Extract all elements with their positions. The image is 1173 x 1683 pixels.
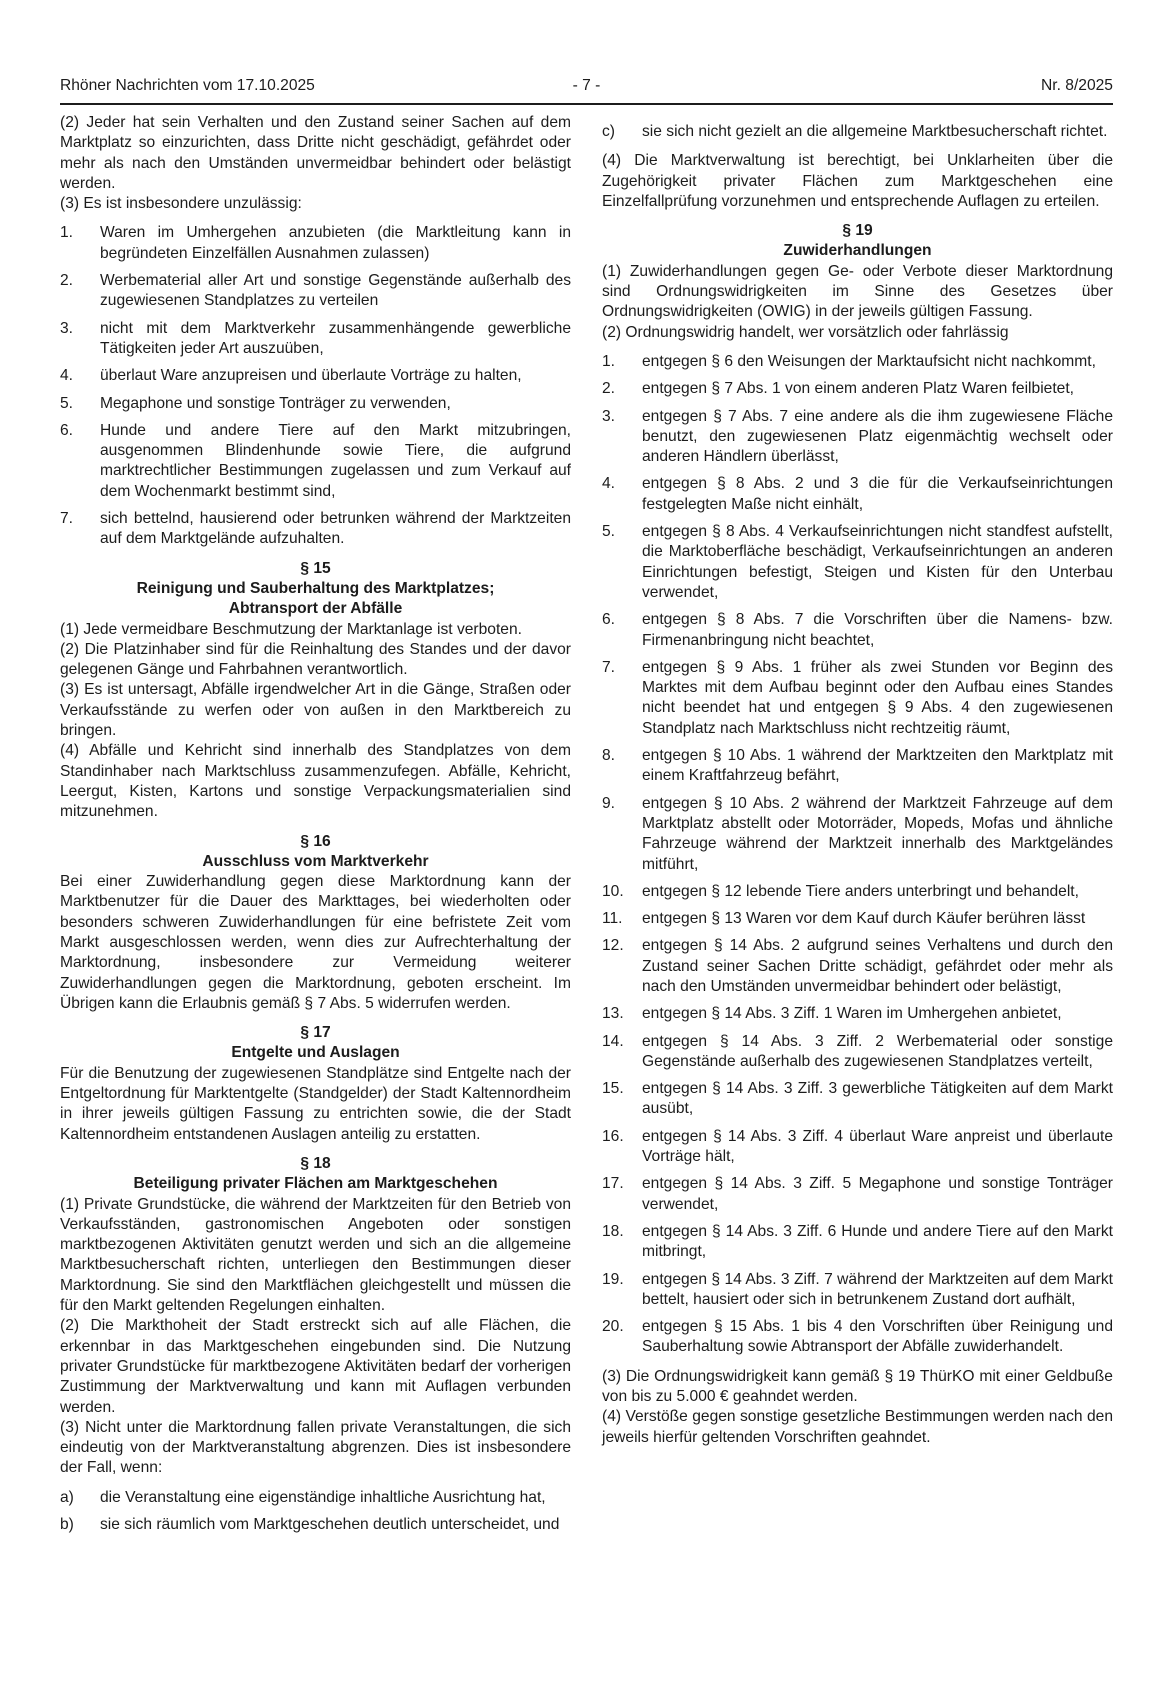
section-number: § 15 — [300, 559, 331, 577]
ordered-list — [60, 223, 571, 549]
list-item-text: entgegen § 14 Abs. 3 Ziff. 4 überlaut Ware anpreist und überlaute Vorträge hält, — [642, 1127, 1113, 1166]
list-item — [602, 522, 1113, 603]
list-item — [602, 352, 1113, 372]
list-item — [602, 1317, 1113, 1358]
list-item-marker: 15. — [602, 1080, 624, 1098]
list-item-marker: 16. — [602, 1127, 624, 1145]
list-item — [60, 366, 571, 386]
list-item-marker: 11. — [602, 910, 623, 928]
list-item-marker: 2. — [60, 272, 74, 290]
list-item-marker: c) — [602, 123, 615, 140]
paragraph: (1) Jede vermeidbare Beschmutzung der Marktanlage ist verboten. — [60, 620, 522, 638]
list-item-text: entgegen § 15 Abs. 1 bis 4 den Vorschriften über Reinigung und Sauberhaltung sowie Abtransport der Abfälle zuwiderhandelt. — [642, 1318, 1113, 1356]
list-item-text: Werbematerial aller Art und sonstige Gegenstände außerhalb des zugewiesenen Standplatzes zu verteilen — [100, 272, 571, 310]
list-item-text: entgegen § 14 Abs. 3 Ziff. 1 Waren im Umhergehen anbietet, — [642, 1005, 1062, 1023]
list-item-marker: 3. — [602, 407, 616, 425]
paragraph: (3) Die Ordnungswidrigkeit kann gemäß § 19 ThürKO mit einer Geldbuße von bis zu 5.000 € geahndet werden. — [602, 1367, 1113, 1406]
section-heading — [60, 832, 571, 873]
list-item-text: entgegen § 14 Abs. 2 aufgrund seines Verhaltens und durch den Zustand seiner Sachen Dritte schädigt, gefährdet oder mehr als nach den Umständen unvermeidbar behindert oder belästigt, — [642, 937, 1113, 995]
section-title: Entgelte und Auslagen — [231, 1044, 400, 1062]
list-item-text: sie sich räumlich vom Marktgeschehen deutlich unterscheidet, und — [100, 1516, 560, 1533]
list-item-marker: 6. — [60, 421, 74, 439]
list-item-text: sie sich nicht gezielt an die allgemeine Marktbesucherschaft richtet. — [642, 123, 1108, 140]
list-item-marker: 1. — [602, 352, 616, 370]
list-item — [60, 223, 571, 264]
section-title: Ausschluss vom Marktverkehr — [202, 852, 429, 870]
paragraph: Für die Benutzung der zugewiesenen Standplätze sind Entgelte nach der Entgeltordnung für Marktentgelte (Standgelder) der Stadt Kaltennordheim in ihrer jeweils gültigen Fassung zu entrichten sowie, die der Stadt Kaltennordheim entstandenen Auslagen anteilig zu erstatten. — [60, 1064, 571, 1143]
list-item — [602, 936, 1113, 997]
list-item-text: entgegen § 14 Abs. 3 Ziff. 6 Hunde und andere Tiere auf den Markt mitbringt, — [642, 1222, 1113, 1261]
section-heading — [60, 1023, 571, 1064]
paragraph: Bei einer Zuwiderhandlung gegen diese Marktordnung kann der Marktbenutzer für die Dauer des Markttages, bei wiederholten oder besonders schweren Zuwiderhandlungen für eine befristete Zeit vom Markt ausgeschlossen werden, wenn dies zur Aufrechterhaltung der Marktordnung, insbesondere zur Vermeidung weiterer Zuwiderhandlungen gegen die Marktordnung, geboten erscheint. Im Übrigen kann die Erlaubnis gemäß § 7 Abs. 5 widerrufen werden. — [60, 873, 571, 1012]
list-item-text: entgegen § 8 Abs. 4 Verkaufseinrichtungen nicht standfest aufstellt, die Marktoberfläche beschädigt, Verkaufseinrichtungen an anderen Einrichtungen befestigt, Steigen und Kisten für den Unterbau verwendet, — [642, 523, 1113, 601]
paragraph: (4) Die Marktverwaltung ist berechtigt, bei Unklarheiten über die Zugehörigkeit privater Flächen zum Marktgeschehen eine Einzelfallprüfung vorzunehmen und entsprechende Auflagen zu erteilen. — [602, 152, 1113, 210]
list-item-text: entgegen § 14 Abs. 3 Ziff. 5 Megaphone und sonstige Tonträger verwendet, — [642, 1175, 1113, 1213]
list-item — [602, 1270, 1113, 1311]
list-item — [602, 1127, 1113, 1168]
ordered-list — [60, 1488, 571, 1536]
list-item-text: die Veranstaltung eine eigenständige inhaltliche Ausrichtung hat, — [100, 1488, 546, 1506]
paragraph: (3) Es ist insbesondere unzulässig: — [60, 195, 302, 213]
list-item-marker: 7. — [60, 510, 74, 528]
paragraph: (3) Es ist untersagt, Abfälle irgendwelcher Art in die Gänge, Straßen oder Verkaufsstände zu werfen oder von außen in den Marktbereich zu bringen. — [60, 681, 571, 740]
list-item — [602, 610, 1113, 651]
list-item-marker: 1. — [60, 224, 74, 242]
list-item-text: Waren im Umhergehen anzubieten (die Marktleitung kann in begründeten Einzelfällen Ausnahmen zulassen) — [100, 224, 571, 262]
list-item-marker: 7. — [602, 658, 616, 676]
list-item — [602, 658, 1113, 739]
list-item-marker: 6. — [602, 611, 616, 629]
list-item-text: entgegen § 14 Abs. 3 Ziff. 7 während der Marktzeiten auf dem Markt bettelt, hausiert oder sich in betrunkenem Zustand dort aufhält, — [642, 1270, 1113, 1308]
list-item-marker: 14. — [602, 1032, 624, 1050]
section-heading — [602, 221, 1113, 262]
list-item — [602, 794, 1113, 875]
list-item — [602, 122, 1113, 142]
list-item-text: entgegen § 7 Abs. 1 von einem anderen Platz Waren feilbietet, — [642, 380, 1074, 398]
list-item-marker: 10. — [602, 882, 624, 900]
right-column — [602, 113, 1113, 1544]
list-item-marker: 5. — [602, 523, 616, 541]
list-item-marker: 8. — [602, 747, 616, 765]
list-item-text: Hunde und andere Tiere auf den Markt mitzubringen, ausgenommen Blindenhunde sowie Tiere, die aufgrund marktrechtlicher Bestimmungen zugelassen und zum Verkauf auf dem Wochenmarkt bestimmt sind, — [100, 421, 571, 500]
paragraph: (4) Abfälle und Kehricht sind innerhalb des Standplatzes von dem Standinhaber nach Marktschluss zusammenzufegen. Abfälle, Kehricht, Leergut, Kisten, Kartons und sonstige Verpackungsmaterialien sind mitzunehmen. — [60, 742, 571, 821]
section-title: Zuwiderhandlungen — [783, 242, 932, 260]
list-item — [602, 1079, 1113, 1120]
header-publication-date: Rhöner Nachrichten vom 17.10.2025 — [60, 77, 315, 94]
list-item — [602, 909, 1113, 929]
list-item — [60, 394, 571, 414]
list-item — [60, 1488, 571, 1508]
list-item-text: entgegen § 13 Waren vor dem Kauf durch Käufer berühren lässt — [642, 910, 1086, 928]
section-title: Abtransport der Abfälle — [228, 600, 403, 618]
paragraph: (4) Verstöße gegen sonstige gesetzliche Bestimmungen werden nach den jeweils hierfür geltenden Vorschriften geahndet. — [602, 1408, 1113, 1446]
paragraph: (2) Die Markthoheit der Stadt erstreckt sich auf alle Flächen, die erkennbar in das Marktgeschehen eingebunden sind. Die Nutzung privater Grundstücke für marktbezogene Aktivitäten bedarf der vorherigen Zustimmung der Marktverwaltung und kann mit Auflagen verbunden werden. — [60, 1317, 571, 1416]
section-number: § 17 — [300, 1024, 331, 1042]
list-item-text: entgegen § 9 Abs. 1 früher als zwei Stunden vor Beginn des Marktes mit dem Aufbau beginnt oder den Aufbau eines Standes nicht beendet hat und entgegen § 9 Abs. 4 den zugewiesenen Standplatz nach Marktschluss nicht rechtzeitig räumt, — [642, 658, 1113, 737]
section-title: Reinigung und Sauberhaltung des Marktplatzes; — [136, 579, 495, 597]
section-number: § 16 — [300, 832, 331, 850]
list-item — [602, 407, 1113, 468]
list-item-marker: 2. — [602, 380, 616, 398]
section-number: § 18 — [300, 1154, 331, 1172]
list-item-text: entgegen § 10 Abs. 1 während der Marktzeiten den Marktplatz mit einem Kraftfahrzeug befährt, — [642, 747, 1113, 785]
list-item — [60, 1515, 571, 1535]
list-item-marker: b) — [60, 1516, 74, 1533]
list-item — [602, 882, 1113, 902]
page-header — [60, 76, 1113, 105]
list-item-text: entgegen § 8 Abs. 7 die Vorschriften über die Namens- bzw. Firmenanbringung nicht beachtet, — [642, 611, 1113, 649]
list-item-marker: 19. — [602, 1270, 624, 1288]
section-title: Beteiligung privater Flächen am Marktgeschehen — [133, 1175, 498, 1193]
list-item-marker: 9. — [602, 794, 616, 812]
list-item-marker: 4. — [602, 475, 616, 493]
list-item-marker: 13. — [602, 1005, 624, 1023]
list-item — [602, 474, 1113, 515]
list-item-text: entgegen § 10 Abs. 2 während der Marktzeit Fahrzeuge auf dem Marktplatz abstellt oder Motorräder, Mopeds, Mofas und ähnliche Fahrzeuge während der Marktzeit innerhalb des Marktgeländes mitführt, — [642, 794, 1113, 873]
list-item-text: sich bettelnd, hausierend oder betrunken während der Marktzeiten auf dem Marktgelände aufzuhalten. — [100, 510, 571, 548]
text-columns — [60, 113, 1113, 1544]
paragraph: (2) Jeder hat sein Verhalten und den Zustand seiner Sachen auf dem Marktplatz so einzurichten, dass Dritte nicht geschädigt, gefährdet oder mehr als nach den Umständen unvermeidbar behindert oder belästigt werden. — [60, 114, 571, 192]
ordered-list — [602, 352, 1113, 1358]
paragraph: (1) Zuwiderhandlungen gegen Ge- oder Verbote dieser Marktordnung sind Ordnungswidrigkeiten im Sinne des Gesetzes über Ordnungswidrigkeiten (OWIG) in der jeweils gültigen Fassung. — [602, 262, 1113, 321]
list-item — [602, 746, 1113, 787]
list-item-marker: 5. — [60, 394, 74, 412]
list-item-marker: 3. — [60, 319, 74, 337]
section-heading — [60, 1154, 571, 1195]
list-item-marker: a) — [60, 1488, 74, 1506]
list-item — [60, 509, 571, 550]
list-item — [602, 1174, 1113, 1215]
list-item-marker: 12. — [602, 937, 624, 955]
section-number: § 19 — [842, 222, 873, 240]
list-item-text: entgegen § 14 Abs. 3 Ziff. 2 Werbematerial oder sonstige Gegenstände außerhalb des zugewiesenen Standplatzes verteilt, — [642, 1032, 1113, 1070]
list-item — [602, 1004, 1113, 1024]
list-item-marker: 17. — [602, 1175, 624, 1193]
list-item-text: entgegen § 12 lebende Tiere anders unterbringt und behandelt, — [642, 882, 1079, 900]
paragraph: (2) Ordnungswidrig handelt, wer vorsätzlich oder fahrlässig — [602, 323, 1009, 341]
list-item — [60, 319, 571, 360]
list-item-text: Megaphone und sonstige Tonträger zu verwenden, — [100, 394, 451, 412]
page-number: - 7 - — [572, 77, 601, 94]
list-item-text: entgegen § 7 Abs. 7 eine andere als die ihm zugewiesene Fläche benutzt, den zugewiesenen Platz eigenmächtig wechselt oder anderen Händlern überlässt, — [642, 407, 1113, 466]
paragraph: (1) Private Grundstücke, die während der Marktzeiten für den Betrieb von Verkaufsständen, gastronomischen Angeboten oder sonstigen marktbezogenen Aktivitäten genutzt werden und sich an die allgemeine Marktbesucherschaft richten, unterliegen den Bestimmungen dieser Marktordnung. Sie sind den Marktflächen gleichgestellt und müssen die für den Markt geltenden Regelungen einhalten. — [60, 1195, 571, 1315]
ordered-list — [602, 122, 1113, 142]
list-item-marker: 20. — [602, 1318, 624, 1336]
list-item — [602, 1222, 1113, 1263]
list-item-text: entgegen § 8 Abs. 2 und 3 die für die Verkaufseinrichtungen festgelegten Maße nicht einhält, — [642, 475, 1113, 513]
list-item — [60, 421, 571, 502]
left-column — [60, 113, 571, 1544]
list-item-text: entgegen § 14 Abs. 3 Ziff. 3 gewerbliche Tätigkeiten auf dem Markt ausübt, — [642, 1080, 1113, 1118]
list-item-text: überlaut Ware anzupreisen und überlaute Vorträge zu halten, — [100, 367, 522, 385]
list-item — [602, 1032, 1113, 1073]
list-item-text: nicht mit dem Marktverkehr zusammenhängende gewerbliche Tätigkeiten jeder Art auszuüben, — [100, 319, 571, 357]
paragraph: (2) Die Platzinhaber sind für die Reinhaltung des Standes und der davor gelegenen Gänge und Fahrbahnen verantwortlich. — [60, 640, 571, 679]
list-item-marker: 18. — [602, 1222, 624, 1240]
list-item — [602, 379, 1113, 399]
paragraph: (3) Nicht unter die Marktordnung fallen private Veranstaltungen, die sich eindeutig von der Marktveranstaltung abgrenzen. Dies ist insbesondere der Fall, wenn: — [60, 1418, 571, 1477]
list-item-marker: 4. — [60, 367, 74, 385]
list-item-text: entgegen § 6 den Weisungen der Marktaufsicht nicht nachkommt, — [642, 352, 1096, 370]
header-issue-number: Nr. 8/2025 — [1041, 77, 1113, 94]
list-item — [60, 271, 571, 312]
section-heading — [60, 559, 571, 620]
